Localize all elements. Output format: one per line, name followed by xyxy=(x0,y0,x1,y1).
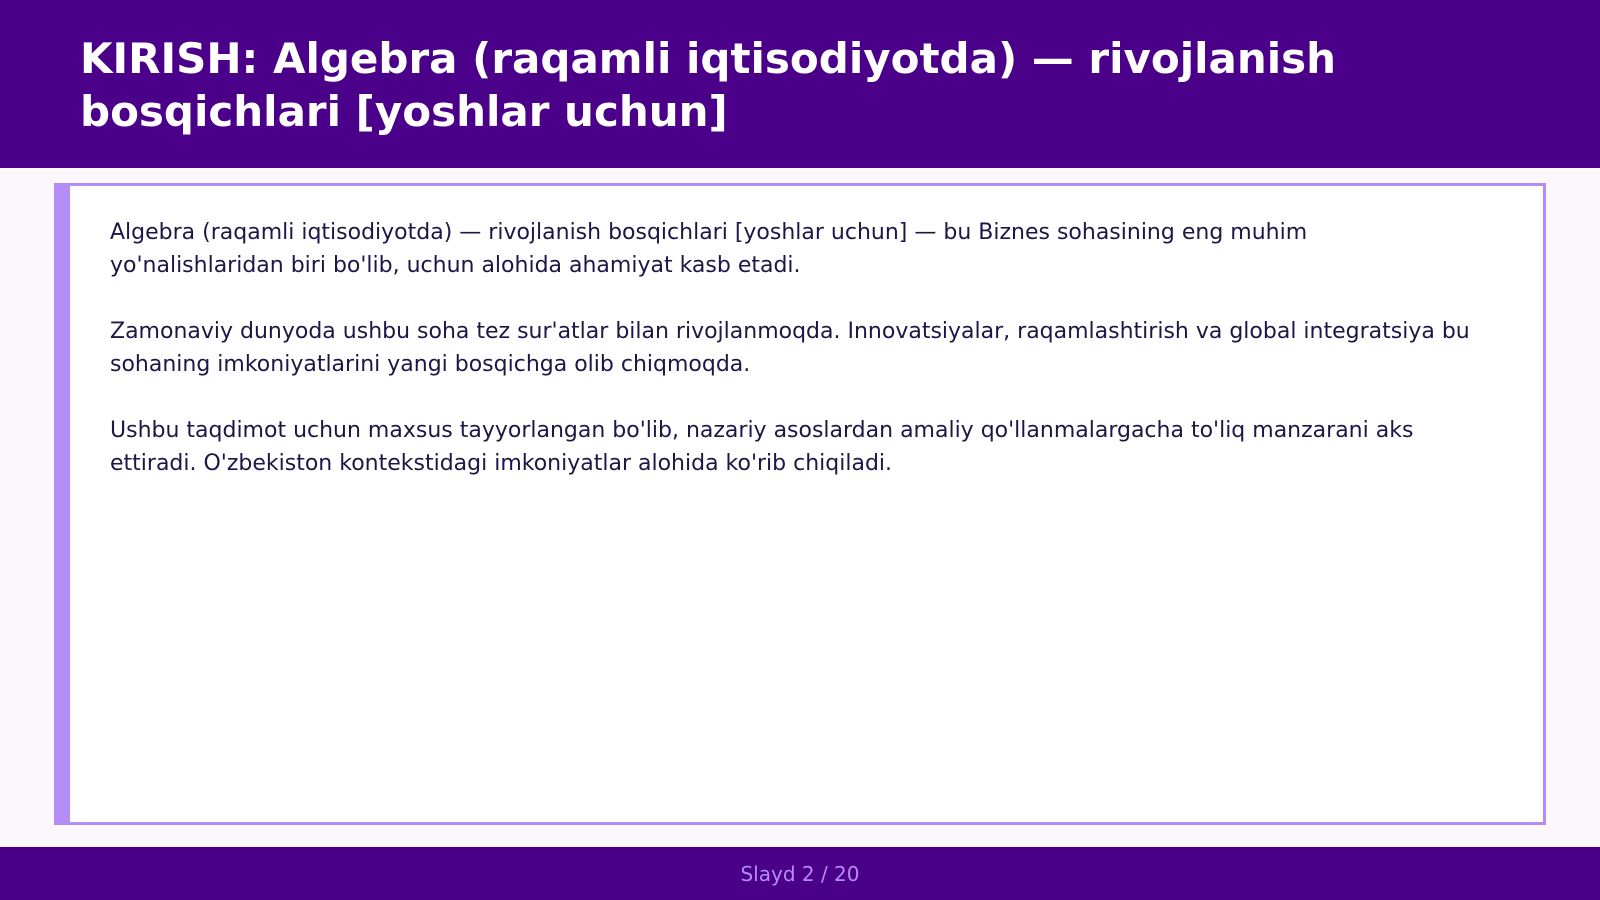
paragraph-modern-world: Zamonaviy dunyoda ushbu soha tez sur'atlar bilan rivojlanmoqda. Innovatsiyalar, raqamlashtirish va global integratsiya bu sohaning imkoniyatlarini yangi bosqichga olib chiqmoqda. xyxy=(110,319,1470,377)
paragraph-presentation-scope: Ushbu taqdimot uchun maxsus tayyorlangan bo'lib, nazariy asoslardan amaliy qo'llanmalargacha to'liq manzarani aks ettiradi. O'zbekiston kontekstidagi imkoniyatlar alohida ko'rib chiqiladi. xyxy=(110,418,1414,476)
slide-title: KIRISH: Algebra (raqamli iqtisodiyotda) — rivojlanish bosqichlari [yoshlar uchun] xyxy=(80,34,1337,136)
slide-footer xyxy=(0,847,1600,900)
slide-header xyxy=(0,0,1600,168)
paragraph-intro: Algebra (raqamli iqtisodiyotda) — rivojlanish bosqichlari [yoshlar uchun] — bu Biznes sohasining eng muhim yo'nalishlaridan biri bo'lib, uchun alohida ahamiyat kasb etadi. xyxy=(110,220,1308,278)
slide-number: Slayd 2 / 20 xyxy=(740,861,860,886)
content-card xyxy=(54,183,1546,825)
